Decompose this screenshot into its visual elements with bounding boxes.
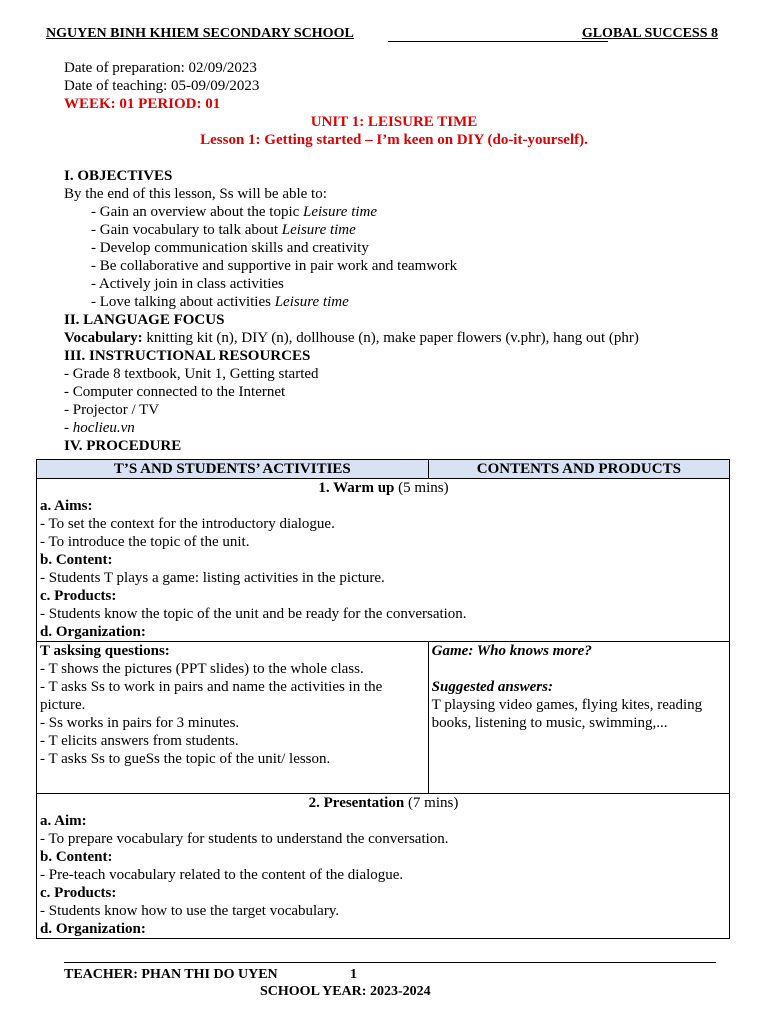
page-number: 1 <box>350 967 357 982</box>
objective-item: - Develop communication skills and creativity <box>91 240 369 256</box>
vocabulary-line: Vocabulary: knitting kit (n), DIY (n), dollhouse (n), make paper flowers (v.phr), hang out (phr) <box>64 330 639 346</box>
presentation-title: 2. Presentation (7 mins) <box>308 795 459 811</box>
warmup-content: - Students T plays a game: listing activities in the picture. <box>40 570 385 586</box>
presentation-aim: - To prepare vocabulary for students to understand the conversation. <box>40 831 449 847</box>
warmup-aim-item: - To set the context for the introductory dialogue. <box>40 516 335 532</box>
warmup-info-row <box>37 479 730 642</box>
warmup-activity-row <box>37 642 730 794</box>
presentation-products: - Students know how to use the target vocabulary. <box>40 903 340 919</box>
resources-heading: III. INSTRUCTIONAL RESOURCES <box>64 348 311 364</box>
activity-item: - T elicits answers from students. <box>40 733 239 749</box>
teacher-name: TEACHER: PHAN THI DO UYEN <box>64 967 278 982</box>
presentation-aim-heading: a. Aim: <box>40 813 87 829</box>
footer-rule <box>64 962 716 963</box>
teach-date: Date of teaching: 05-09/09/2023 <box>64 78 260 94</box>
table-header-row <box>37 460 730 479</box>
book-title: GLOBAL SUCCESS 8 <box>581 26 718 41</box>
suggested-answers-heading: Suggested answers: <box>431 679 553 695</box>
warmup-content-heading: b. Content: <box>40 552 113 568</box>
objective-item: - Love talking about activities Leisure time <box>91 294 349 310</box>
presentation-content-heading: b. Content: <box>40 849 113 865</box>
resource-link: hoclieu.vn <box>72 420 135 436</box>
objective-item: - Actively join in class activities <box>91 276 284 292</box>
column-header-contents: CONTENTS AND PRODUCTS <box>428 460 729 479</box>
warmup-info-cell <box>37 479 730 642</box>
school-year: SCHOOL YEAR: 2023-2024 <box>260 984 431 999</box>
warmup-products: - Students know the topic of the unit and be ready for the conversation. <box>40 606 467 622</box>
resource-item: - Projector / TV <box>64 402 160 418</box>
presentation-products-heading: c. Products: <box>40 885 117 901</box>
presentation-organization-heading: d. Organization: <box>40 921 146 937</box>
spacer <box>64 149 724 167</box>
warmup-aims-heading: a. Aims: <box>40 498 93 514</box>
activity-item: - T asks Ss to work in pairs and name the activities in the picture. <box>40 679 383 713</box>
procedure-table <box>36 459 730 939</box>
presentation-info-cell <box>37 794 730 939</box>
presentation-content: - Pre-teach vocabulary related to the content of the dialogue. <box>40 867 404 883</box>
warmup-title: 1. Warm up (5 mins) <box>318 480 449 496</box>
prep-date: Date of preparation: 02/09/2023 <box>64 60 257 76</box>
week-period: WEEK: 01 PERIOD: 01 <box>64 96 221 112</box>
objective-item: - Gain vocabulary to talk about Leisure time <box>91 222 356 238</box>
column-header-activities: T’S AND STUDENTS’ ACTIVITIES <box>37 460 429 479</box>
activity-item: - T shows the pictures (PPT slides) to the whole class. <box>40 661 364 677</box>
resource-link-item: - hoclieu.vn <box>64 420 135 436</box>
unit-title: UNIT 1: LEISURE TIME <box>310 114 478 130</box>
lesson-plan-body <box>64 59 724 455</box>
warmup-products-cell <box>428 642 729 794</box>
objective-item: - Gain an overview about the topic Leisure time <box>91 204 378 220</box>
warmup-activities-cell <box>37 642 429 794</box>
presentation-info-row <box>37 794 730 939</box>
lesson-title: Lesson 1: Getting started – I’m keen on DIY (do-it-yourself). <box>200 132 588 148</box>
warmup-aim-item: - To introduce the topic of the unit. <box>40 534 250 550</box>
header-underline <box>388 41 608 42</box>
objective-item: - Be collaborative and supportive in pair work and teamwork <box>91 258 458 274</box>
page-footer <box>64 948 716 999</box>
warmup-organization-heading: d. Organization: <box>40 624 146 640</box>
game-title: Game: Who knows more? <box>431 643 592 659</box>
language-heading: II. LANGUAGE FOCUS <box>64 312 225 328</box>
objectives-intro: By the end of this lesson, Ss will be able to: <box>64 186 327 202</box>
warmup-activities-heading: T asksing questions: <box>40 643 170 659</box>
school-name: NGUYEN BINH KHIEM SECONDARY SCHOOL <box>46 26 354 41</box>
activity-item: - T asks Ss to gueSs the topic of the unit/ lesson. <box>40 751 331 767</box>
resource-item: - Computer connected to the Internet <box>64 384 286 400</box>
procedure-heading: IV. PROCEDURE <box>64 438 182 454</box>
objectives-heading: I. OBJECTIVES <box>64 168 173 184</box>
spacer <box>432 660 727 678</box>
page-header <box>46 25 718 43</box>
resource-item: - Grade 8 textbook, Unit 1, Getting started <box>64 366 319 382</box>
warmup-products-heading: c. Products: <box>40 588 117 604</box>
suggested-answers: T playsing video games, flying kites, reading books, listening to music, swimming,... <box>431 697 703 731</box>
activity-item: - Ss works in pairs for 3 minutes. <box>40 715 240 731</box>
